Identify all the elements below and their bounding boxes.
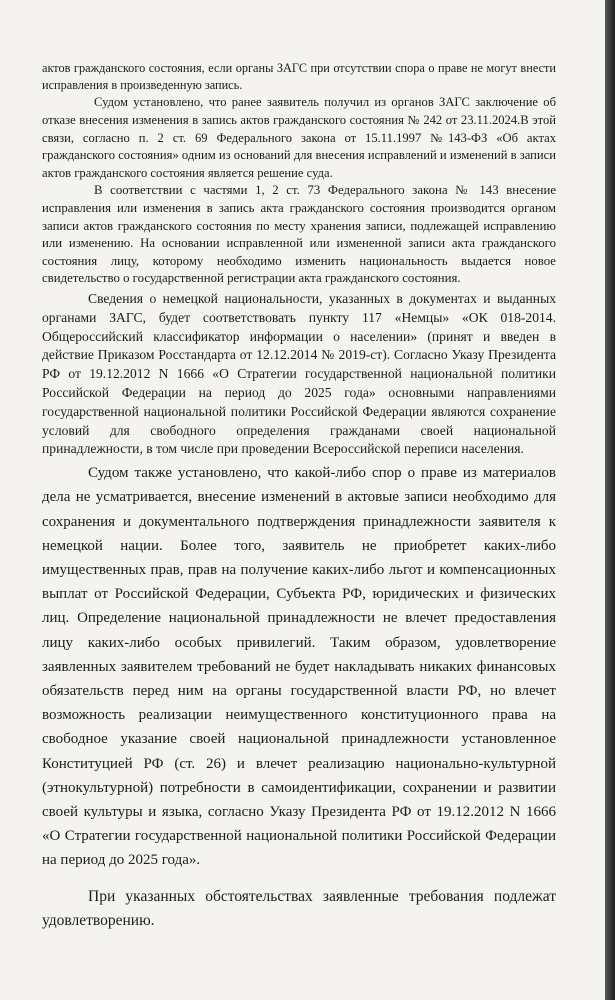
paragraph-nationality-info: Сведения о немецкой национальности, указанных в документах и выданных органами ЗАГС, будет соответствовать пункту 117 «Немцы» «ОК 018-2014. Общероссийский классификатор информации о населении» (принят и введен в действие Приказом Росстандарта от 12.12.2014 № 2019-ст). Согласно Указу Президента РФ от 19.12.2012 N 1666 «О Стратегии государственной национальной политики Российской Федерации на период до 2025 года» основными направлениями государственной национальной политики Российской Федерации являются сохранение условий для свободного определения гражданами своей национальной принадлежности, в том числе при проведении Всероссийской переписи населения. (42, 290, 556, 457)
page-edge-shadow (605, 0, 615, 1000)
document-body (42, 60, 556, 933)
paragraph-article-73: В соответствии с частями 1, 2 ст. 73 Федерального закона № 143 внесение исправления или изменения в запись акта гражданского состояния производится органом записи актов гражданского состояния по месту хранения записи, подлежащей исправлению или изменению. На основании исправленной или измененной записи акта гражданского состояния лицу, которому необходимо изменить национальность выдается новое свидетельство о государственной регистрации акта гражданского состояния. (42, 183, 556, 286)
paragraph-conclusion: При указанных обстоятельствах заявленные требования подлежат удовлетворению. (42, 887, 556, 929)
paragraph-court-established: Судом установлено, что ранее заявитель получил из органов ЗАГС заключение об отказе внесения изменения в запись актов гражданского состояния № 242 от 23.11.2024.В этой связи, согласно п. 2 ст. 69 Федерального закона от 15.11.1997 №143-ФЗ «Об актах гражданского состояния» одним из оснований для внесения исправлений и изменений в записи актов гражданского состояния является решение суда. (42, 95, 556, 180)
paragraph-no-dispute: Судом также установлено, что какой-либо спор о праве из материалов дела не усматривается, внесение изменений в актовые записи необходимо для сохранения и документального подтверждения принадлежности заявителя к немецкой нации. Более того, заявитель не приобретет каких-либо имущественных прав, прав на получение каких-либо льгот и компенсационных выплат от Российской Федерации, Субъекта РФ, юридических и физических лиц. Определение национальной принадлежности не влечет предоставления лицу каких-либо особых привилегий. Таким образом, удовлетворение заявленных заявителем требований не будет накладывать никаких финансовых обязательств перед ним на органы государственной власти РФ, но влечет возможность реализации неимущественного конституционного права на свободное указание своей национальной принадлежности установленное Конституцией РФ (ст. 26) и влечет реализацию национально-культурной (этнокультурной) потребности в самоидентификации, сохранении и развитии своей культуры и языка, согласно Указу Президента РФ от 19.12.2012 N 1666 «О Стратегии государственной национальной политики Российской Федерации на период до 2025 года». (42, 465, 556, 869)
paragraph-continuation: актов гражданского состояния, если органы ЗАГС при отсутствии спора о праве не могут внести исправления в произведенную запись. (42, 61, 556, 93)
